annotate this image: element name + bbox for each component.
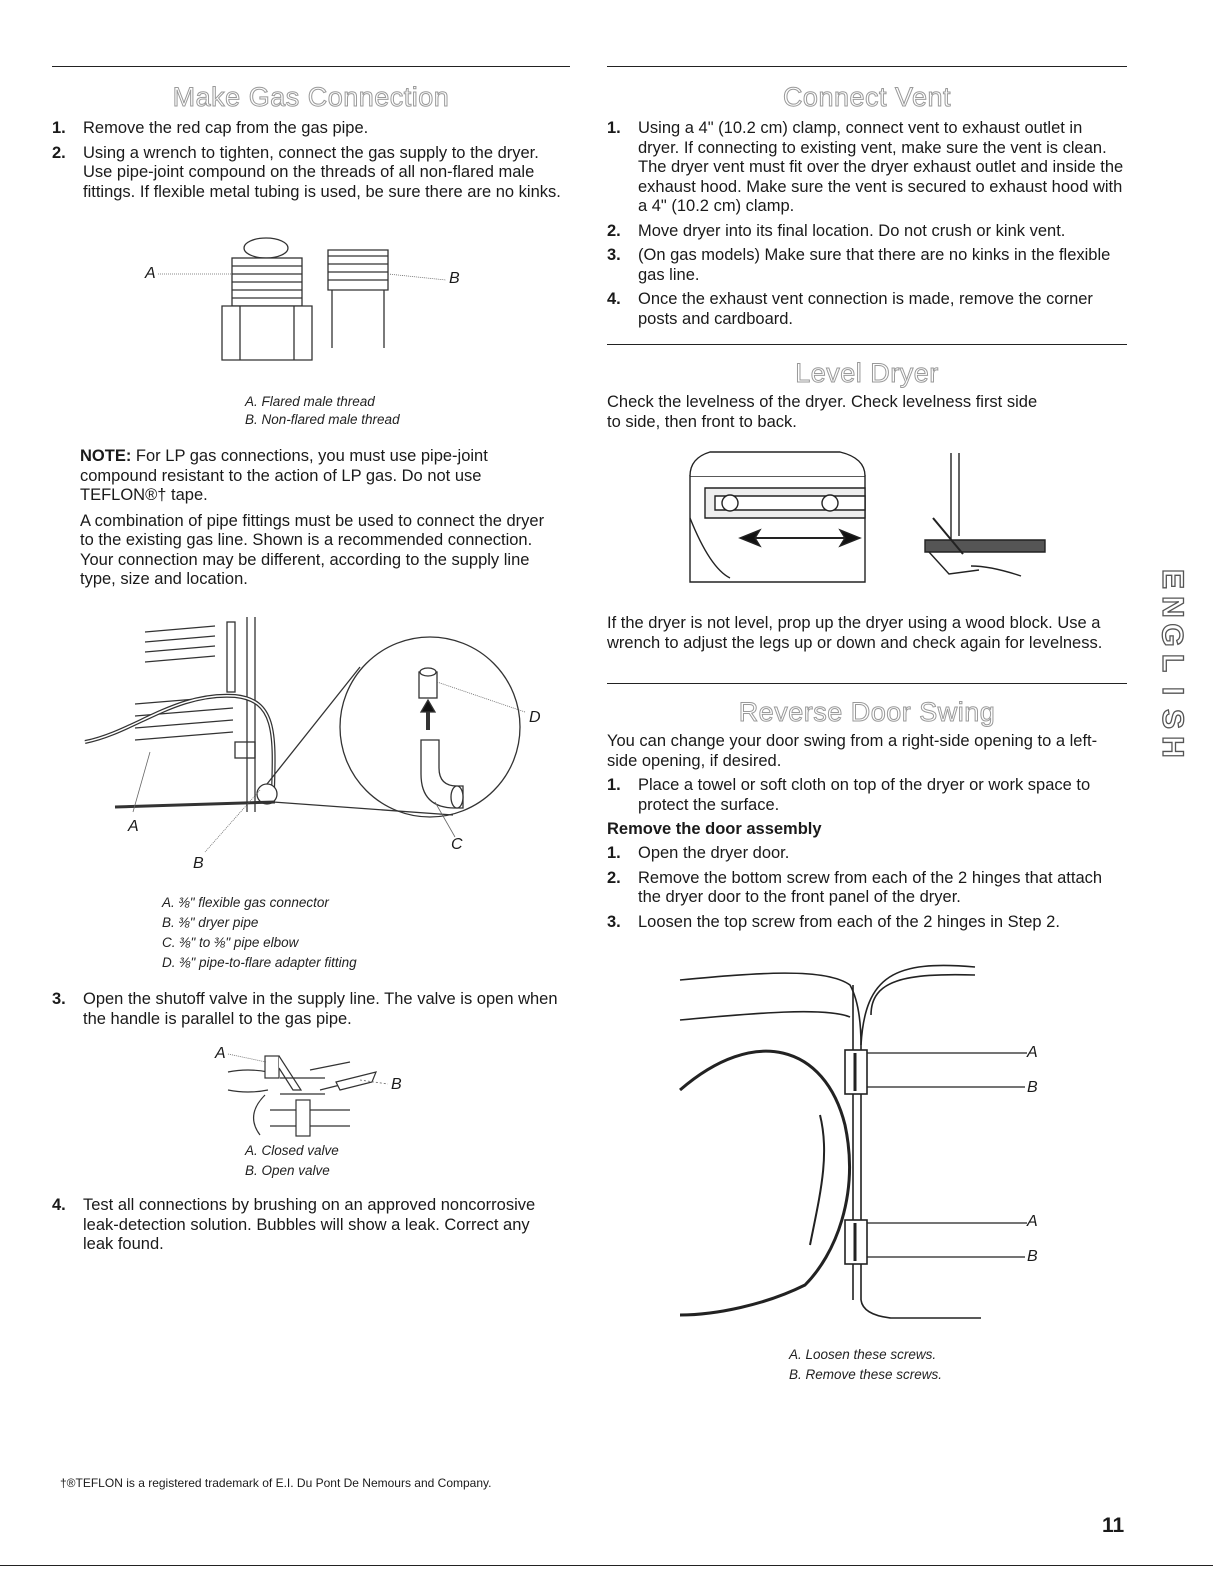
- door-section-title: Reverse Door Swing: [738, 697, 996, 727]
- step-text: Loosen the top screw from each of the 2 hinges in Step 2.: [638, 912, 1060, 931]
- fig2-label-b: B: [193, 855, 204, 872]
- list-item: [52, 144, 570, 203]
- step-text: Move dryer into its final location. Do not crush or kink vent.: [638, 221, 1066, 240]
- step-number: 2.: [607, 221, 621, 240]
- gas-step-3: [52, 990, 562, 1034]
- door-remove-steps: [607, 844, 1127, 932]
- caption-line: B. Non-flared male thread: [245, 412, 400, 427]
- caption-line: B. Open valve: [245, 1163, 330, 1178]
- door-fig-captions: [789, 1345, 942, 1385]
- fig3-label-a: A: [215, 1045, 226, 1062]
- step-number: 1.: [607, 119, 621, 137]
- door-section: [607, 697, 1127, 937]
- side-tab-letter: E: [1155, 568, 1189, 590]
- step-text: Place a towel or soft cloth on top of the dryer or work space to protect the surface.: [638, 776, 1091, 814]
- gas-section-title: Make Gas Connection: [172, 82, 450, 112]
- combination-paragraph: A combination of pipe fittings must be used to connect the dryer to the existing gas line. Shown is a recommended connection. Your connection may be different, according to the supply line type, size and location.: [80, 511, 545, 588]
- caption-line: D. ⅜" pipe-to-flare adapter fitting: [162, 955, 357, 970]
- step-text: Using a 4" (10.2 cm) clamp, connect vent to exhaust outlet in dryer. If connecting to existing vent, make sure the vent is clean. The dryer vent must fit over the dryer exhaust outlet and inside the exhaust hood. Make sure the vent is secured to exhaust hood with a 4" (10.2 cm) clamp.: [638, 119, 1124, 215]
- step-number: 3.: [607, 246, 621, 264]
- step-text: (On gas models) Make sure that there are no kinks in the flexible gas line.: [638, 246, 1111, 284]
- remove-door-subhead: Remove the door assembly: [607, 820, 822, 838]
- fig2-label-d: D: [529, 709, 541, 726]
- note-label: NOTE:: [80, 447, 132, 465]
- door-fig-label-b2: B: [1027, 1248, 1038, 1265]
- list-item: [607, 290, 1127, 329]
- door-step-1: [607, 776, 1127, 815]
- step-text: Once the exhaust vent connection is made, remove the corner posts and cardboard.: [638, 290, 1093, 328]
- fig3-label-b: B: [391, 1076, 402, 1093]
- note-text: For LP gas connections, you must use pipe-joint compound resistant to the action of LP gas. Do not use TEFLON®† tape.: [80, 447, 488, 504]
- lp-gas-note: [80, 447, 560, 506]
- level-dryer-illustration: [675, 448, 1055, 598]
- door-fig-label-b1: B: [1027, 1079, 1038, 1096]
- step-text: Remove the red cap from the gas pipe.: [83, 119, 369, 137]
- english-side-tab: [1152, 565, 1192, 761]
- steps-list: [52, 1196, 552, 1255]
- caption-line: A. Loosen these screws.: [789, 1347, 937, 1362]
- level-rule: [607, 344, 1127, 345]
- step-number: 3.: [607, 912, 621, 931]
- gas-note-block: [80, 447, 560, 590]
- side-tab-letter: N: [1155, 596, 1189, 618]
- step-text: Open the shutoff valve in the supply line. The valve is open when the handle is parallel to the gas pipe.: [83, 990, 558, 1028]
- caption-line: B. Remove these screws.: [789, 1367, 943, 1382]
- list-item: [607, 776, 1127, 815]
- level-intro: Check the levelness of the dryer. Check levelness first side to side, then front to back.: [607, 393, 1038, 431]
- step-text: Open the dryer door.: [638, 844, 790, 862]
- caption-line: A. Closed valve: [245, 1143, 339, 1158]
- caption-line: A. ⅜" flexible gas connector: [162, 895, 329, 910]
- gas-connection-illustration: [75, 612, 555, 862]
- door-fig-label-a2: A: [1027, 1213, 1038, 1230]
- fig1-label-a: A: [145, 265, 156, 282]
- fig2-label-a: A: [128, 818, 139, 835]
- caption-line: A. Flared male thread: [245, 394, 375, 409]
- level-after: [607, 614, 1122, 653]
- list-item: [607, 119, 1127, 217]
- list-item: [607, 844, 1127, 864]
- step-number: 1.: [607, 844, 621, 862]
- side-tab-letter: I: [1156, 686, 1189, 696]
- step-number: 1.: [607, 776, 621, 794]
- list-item: [52, 1196, 552, 1255]
- level-section: [607, 358, 1127, 432]
- list-item: [52, 119, 570, 139]
- side-tab-letter: H: [1155, 736, 1189, 758]
- step-number: 4.: [607, 290, 621, 308]
- list-item: [607, 222, 1127, 242]
- list-item: [607, 246, 1127, 285]
- fig1-captions: [245, 393, 400, 429]
- list-item: [607, 869, 1127, 908]
- vent-steps: [607, 119, 1127, 329]
- caption-line: C. ⅜" to ⅜" pipe elbow: [162, 935, 299, 950]
- step-number: 1.: [52, 119, 66, 137]
- list-item: [607, 913, 1127, 933]
- steps-list: [52, 990, 562, 1029]
- door-rule: [607, 683, 1127, 684]
- step-text: Using a wrench to tighten, connect the gas supply to the dryer. Use pipe-joint compound on the threads of all non-flared male fittings. If flexible metal tubing is used, be sure there are no kinks.: [83, 143, 561, 201]
- top-rule-left: [52, 66, 570, 67]
- fig1-label-b: B: [449, 270, 460, 287]
- step-number: 3.: [52, 990, 66, 1008]
- vent-section-title: Connect Vent: [782, 82, 952, 112]
- list-item: [52, 990, 562, 1029]
- thread-fittings-illustration: [140, 228, 470, 388]
- door-hinge-illustration: [675, 955, 1035, 1335]
- side-tab-letter: L: [1155, 653, 1189, 673]
- door-intro: You can change your door swing from a right-side opening to a left-side opening, if desired.: [607, 732, 1098, 770]
- fig2-label-c: C: [451, 836, 463, 853]
- vent-section: [607, 82, 1127, 334]
- step-number: 4.: [52, 1196, 66, 1214]
- step-number: 2.: [607, 868, 621, 887]
- gas-section: [52, 82, 570, 207]
- step-text: Remove the bottom screw from each of the 2 hinges that attach the dryer door to the front panel of the dryer.: [638, 868, 1103, 906]
- door-fig-label-a1: A: [1027, 1044, 1038, 1061]
- fig3-captions: [245, 1141, 339, 1181]
- teflon-footnote: †®TEFLON is a registered trademark of E.I. Du Pont De Nemours and Company.: [60, 1476, 492, 1490]
- caption-line: B. ⅜" dryer pipe: [162, 915, 259, 930]
- step-text: Test all connections by brushing on an approved noncorrosive leak-detection solution. Bubbles will show a leak. Correct any leak found.: [83, 1196, 536, 1253]
- step-number: 2.: [52, 143, 66, 162]
- gas-step-4: [52, 1196, 552, 1260]
- bottom-rule: [0, 1565, 1213, 1566]
- side-tab-letter: G: [1156, 623, 1189, 647]
- page-number: 11: [1102, 1514, 1125, 1537]
- side-tab-letter: S: [1155, 708, 1189, 730]
- top-rule-right: [607, 66, 1127, 67]
- level-section-title: Level Dryer: [795, 358, 939, 388]
- gas-steps-1-2: [52, 119, 570, 202]
- fig2-captions: [162, 893, 357, 973]
- shutoff-valve-illustration: [210, 1040, 410, 1140]
- level-adjust-text: If the dryer is not level, prop up the dryer using a wood block. Use a wrench to adjust the legs up or down and check again for levelness.: [607, 614, 1103, 652]
